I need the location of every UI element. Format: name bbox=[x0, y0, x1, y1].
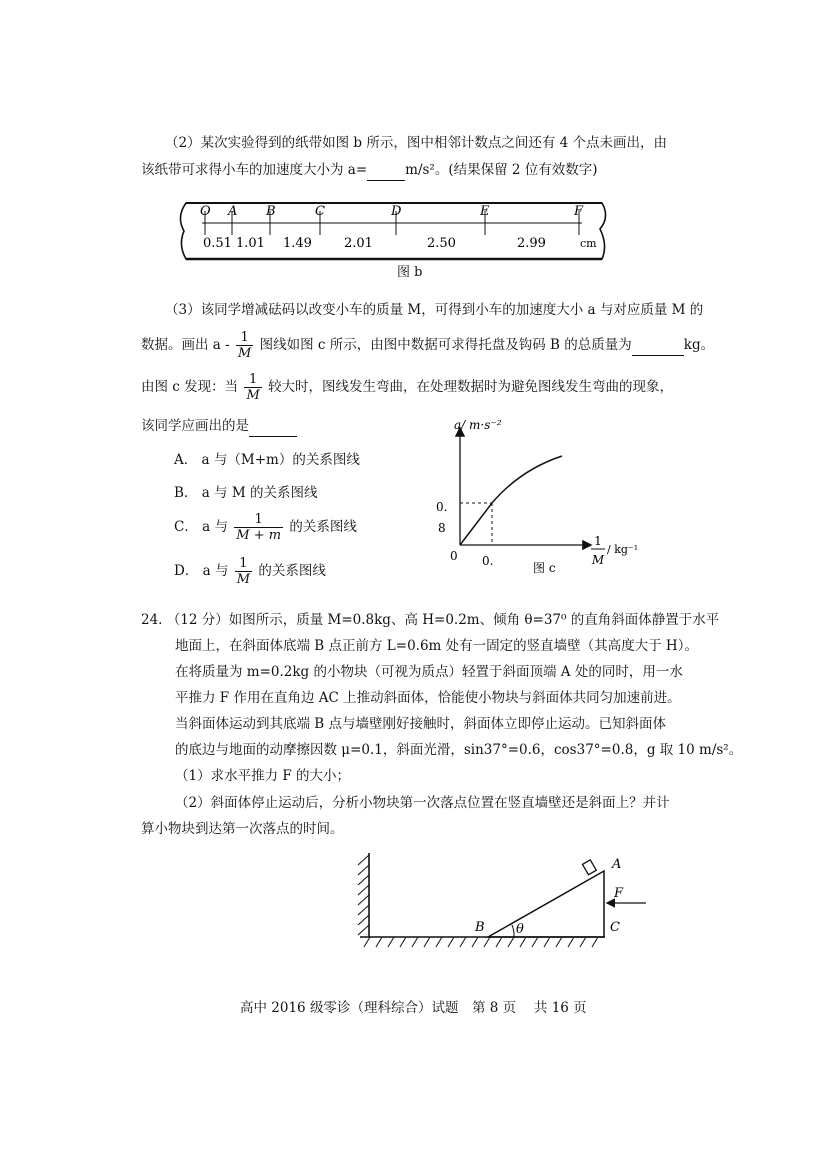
q23-part2-line2-b: m/s²。(结果保留 2 位有效数字) bbox=[405, 162, 598, 178]
tape-label-O: O bbox=[200, 204, 211, 219]
q23-part3-line2 bbox=[141, 330, 714, 361]
q24-line1: 24. （12 分）如图所示，质量 M=0.8kg、高 H=0.2m、倾角 θ=37⁰ 的直角斜面体静置于水平 bbox=[141, 612, 720, 628]
fraction-1-over-M-plus-m: $\frac{1}{M + m}$ bbox=[236, 512, 282, 543]
tape-distance-BC: 1.49 bbox=[283, 236, 312, 251]
graph-x-tick: 0. bbox=[482, 554, 494, 568]
tape-label-F: F bbox=[574, 204, 584, 219]
angle-arc bbox=[512, 925, 514, 937]
q24-sub1: （1）求水平推力 F 的大小； bbox=[175, 768, 351, 784]
graph-origin: 0 bbox=[450, 549, 458, 563]
graph-y-tick-1: 0. bbox=[436, 500, 448, 514]
q23-part3-line2-a: 数据。画出 a - bbox=[141, 337, 230, 353]
q23-part2-line1: （2）某次实验得到的纸带如图 b 所示，图中相邻计数点之间还有 4 个点未画出，由 bbox=[165, 135, 667, 151]
incline-triangle bbox=[488, 871, 604, 937]
tape-label-A: A bbox=[228, 204, 238, 219]
paper-tape-figure bbox=[172, 195, 612, 280]
tape-distance-DE: 2.50 bbox=[427, 236, 456, 251]
option-B: B． a 与 M 的关系图线 bbox=[174, 485, 318, 501]
label-C: C bbox=[610, 920, 620, 935]
q23-part3-line2-c: kg。 bbox=[683, 337, 715, 353]
label-theta: θ bbox=[516, 922, 524, 937]
q23-part3-line3 bbox=[141, 372, 673, 403]
answer-blank-mass bbox=[632, 335, 684, 356]
q23-part3-line3-a: 由图 c 发现：当 bbox=[141, 379, 239, 395]
graph-c bbox=[420, 415, 650, 585]
incline-diagram bbox=[350, 845, 660, 957]
q23-part3-line4: 该同学应画出的是 bbox=[141, 416, 297, 437]
small-block bbox=[582, 860, 596, 875]
tape-label-C: C bbox=[315, 204, 325, 219]
option-A: A． a 与（M+m）的关系图线 bbox=[174, 452, 360, 468]
tape-distance-CD: 2.01 bbox=[344, 236, 373, 251]
answer-blank-acceleration bbox=[367, 160, 405, 181]
q24-line4: 平推力 F 作用在直角边 AC 上推动斜面体，恰能使小物块与斜面体共同匀加速前进。 bbox=[175, 690, 681, 706]
fraction-1-over-M: $\frac{1}{M}$ bbox=[236, 556, 251, 587]
graph-caption: 图 c bbox=[533, 561, 556, 575]
tape-label-E: E bbox=[480, 204, 490, 219]
graph-curve bbox=[460, 456, 562, 545]
q24-line3: 在将质量为 m=0.2kg 的小物块（可视为质点）轻置于斜面顶端 A 处的同时，用一水 bbox=[175, 664, 683, 680]
graph-y-tick-2: 8 bbox=[438, 521, 446, 535]
q23-part2-line2 bbox=[141, 160, 598, 181]
tape-label-B: B bbox=[266, 204, 276, 219]
q24-sub2-line1: （2）斜面体停止运动后，分析小物块第一次落点位置在竖直墙壁还是斜面上？并计 bbox=[175, 795, 670, 811]
fraction-1-over-M: $\frac{1}{M}$ bbox=[246, 372, 260, 403]
q23-part3-line2-b: 图线如图 c 所示，由图中数据可求得托盘及钩码 B 的总质量为 bbox=[259, 337, 632, 353]
option-C: C． a 与 $\frac{1}{M + m}$ 的关系图线 bbox=[174, 512, 357, 543]
tape-distance-OA: 0.51 bbox=[203, 236, 232, 251]
tape-unit: cm bbox=[580, 237, 597, 250]
q23-part3-line3-b: 较大时，图线发生弯曲，在处理数据时为避免图线发生弯曲的现象， bbox=[268, 379, 674, 395]
q24-line6: 的底边与地面的动摩擦因数 μ=0.1，斜面光滑，sin37°=0.6，cos37°=0.8，g 取 10 m/s²。 bbox=[175, 742, 743, 758]
tape-distance-EF: 2.99 bbox=[517, 236, 546, 251]
graph-x-frac-den: M bbox=[591, 553, 605, 567]
label-B: B bbox=[475, 920, 485, 935]
tape-distance-AB: 1.01 bbox=[236, 236, 265, 251]
q24-line2: 地面上，在斜面体底端 B 点正前方 L=0.6m 处有一固定的竖直墙壁（其高度大于 H）。 bbox=[175, 638, 698, 654]
ground-hatching bbox=[360, 937, 605, 947]
wall-hatching bbox=[358, 853, 369, 937]
graph-y-label: a/ m·s⁻² bbox=[454, 418, 502, 432]
figure-b-caption: 图 b bbox=[397, 265, 423, 280]
answer-blank-choice bbox=[249, 416, 297, 437]
q23-part2-line2-a: 该纸带可求得小车的加速度大小为 a= bbox=[141, 162, 368, 178]
q24-line5: 当斜面体运动到其底端 B 点与墙壁刚好接触时，斜面体立即停止运动。已知斜面体 bbox=[175, 716, 667, 732]
page-footer: 高中 2016 级零诊（理科综合）试题 第 8 页 共 16 页 bbox=[240, 1000, 587, 1016]
tape-label-D: D bbox=[391, 204, 402, 219]
label-F: F bbox=[614, 886, 624, 901]
q24-sub2-line2: 算小物块到达第一次落点的时间。 bbox=[141, 821, 344, 837]
graph-x-unit: / kg⁻¹ bbox=[607, 543, 639, 556]
graph-x-frac-num: 1 bbox=[594, 534, 602, 548]
label-A: A bbox=[612, 857, 622, 872]
q23-part3-line1: （3）该同学增减砝码以改变小车的质量 M，可得到小车的加速度大小 a 与对应质量 M 的 bbox=[165, 302, 704, 318]
option-D: D． a 与 $\frac{1}{M}$ 的关系图线 bbox=[174, 556, 326, 587]
fraction-1-over-M: $\frac{1}{M}$ bbox=[238, 330, 252, 361]
